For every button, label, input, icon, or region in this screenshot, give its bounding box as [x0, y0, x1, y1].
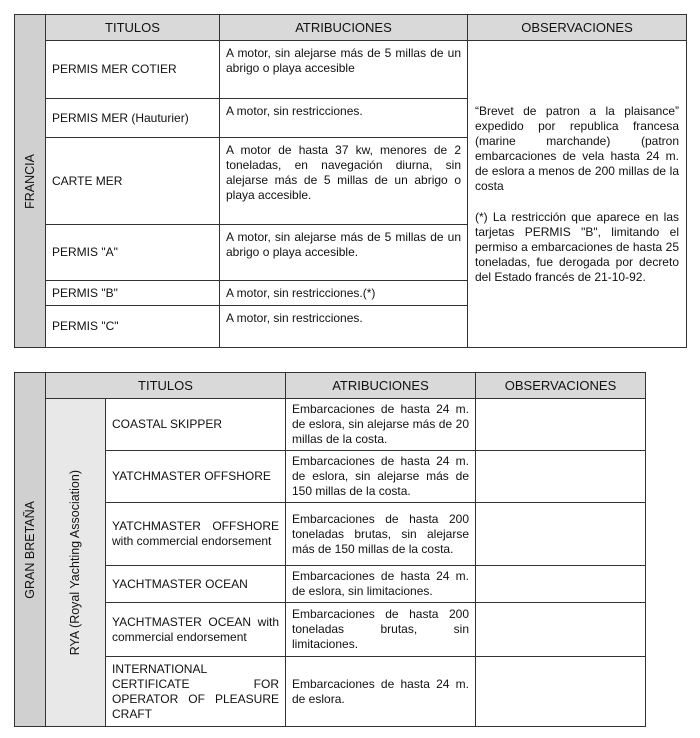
- francia-table: [14, 14, 687, 348]
- table-row: [15, 503, 646, 566]
- francia-country-cell: [15, 15, 46, 348]
- atribucion-cell: A motor, sin alejarse más de 5 millas de un abrigo o playa accesible: [220, 41, 468, 99]
- atribucion-cell: Embarcaciones de hasta 24 m. de eslora, sin alejarse más de 150 millas de la costa.: [286, 451, 476, 503]
- titulo-cell: COASTAL SKIPPER: [106, 399, 286, 451]
- observacion-cell: [476, 451, 646, 503]
- gb-organization-label: RYA (Royal Yachting Association): [68, 469, 82, 656]
- titulo-cell: YATCHMASTER OFFSHORE: [106, 451, 286, 503]
- observacion-cell: [476, 657, 646, 727]
- atribucion-cell: Embarcaciones de hasta 200 toneladas brutas, sin alejarse más de 150 millas de la costa.: [286, 503, 476, 566]
- francia-header-observaciones: OBSERVACIONES: [468, 15, 687, 41]
- gb-header-titulos: TITULOS: [46, 373, 286, 399]
- gb-country-label: GRAN BRETAÑA: [22, 500, 37, 599]
- titulo-cell: YATCHMASTER OFFSHORE with commercial endorsement: [106, 503, 286, 566]
- observacion-cell: [476, 399, 646, 451]
- observacion-cell: [476, 503, 646, 566]
- table-row: [15, 451, 646, 503]
- titulo-cell: PERMIS MER (Hauturier): [46, 99, 220, 138]
- observacion-brevet: “Brevet de patron a la plaisance” expedido por republica francesa (marine marchande) (patron embarcaciones de vela hasta 24 m. de eslora a menos de 200 millas de la costa: [475, 103, 679, 193]
- atribucion-cell: Embarcaciones de hasta 24 m. de eslora, sin limitaciones.: [286, 566, 476, 603]
- titulo-cell: PERMIS "B": [46, 281, 220, 306]
- atribucion-cell: A motor, sin restricciones.(*): [220, 281, 468, 306]
- titulo-cell: PERMIS "A": [46, 225, 220, 281]
- atribucion-cell: A motor de hasta 37 kw, menores de 2 toneladas, en navegación diurna, sin alejarse más de 5 millas de un abrigo o playa accesible.: [220, 138, 468, 225]
- atribucion-cell: Embarcaciones de hasta 200 toneladas brutas, sin limitaciones.: [286, 603, 476, 657]
- titulo-cell: CARTE MER: [46, 138, 220, 225]
- atribucion-cell: A motor, sin restricciones.: [220, 306, 468, 348]
- atribucion-cell: Embarcaciones de hasta 24 m. de eslora, sin alejarse más de 20 millas de la costa.: [286, 399, 476, 451]
- gb-organization-cell: [46, 399, 106, 727]
- titulo-cell: PERMIS MER COTIER: [46, 41, 220, 99]
- gran-bretana-table: [14, 372, 646, 727]
- gb-header-row: [15, 373, 646, 399]
- gb-country-cell: [15, 373, 46, 727]
- atribucion-cell: A motor, sin alejarse más de 5 millas de un abrigo o playa accesible.: [220, 225, 468, 281]
- francia-observaciones-cell: [468, 41, 687, 348]
- atribucion-cell: A motor, sin restricciones.: [220, 99, 468, 138]
- atribucion-cell: Embarcaciones de hasta 24 m. de eslora.: [286, 657, 476, 727]
- francia-header-titulos: TITULOS: [46, 15, 220, 41]
- observacion-permis-b: (*) La restricción que aparece en las tarjetas PERMIS "B", limitando el permiso a embarcaciones de hasta 25 toneladas, fue derogada por decreto del Estado francés de 21-10-92.: [475, 209, 679, 284]
- table-row: [15, 41, 687, 99]
- gb-header-atribuciones: ATRIBUCIONES: [286, 373, 476, 399]
- francia-header-atribuciones: ATRIBUCIONES: [220, 15, 468, 41]
- table-row: [15, 399, 646, 451]
- gb-header-observaciones: OBSERVACIONES: [476, 373, 646, 399]
- table-row: [15, 657, 646, 727]
- observacion-cell: [476, 603, 646, 657]
- observacion-cell: [476, 566, 646, 603]
- francia-header-row: [15, 15, 687, 41]
- titulo-cell: YACHTMASTER OCEAN: [106, 566, 286, 603]
- table-row: [15, 566, 646, 603]
- francia-country-label: FRANCIA: [22, 153, 37, 209]
- table-row: [15, 603, 646, 657]
- titulo-cell: INTERNATIONAL CERTIFICATE FOR OPERATOR OF PLEASURE CRAFT: [106, 657, 286, 727]
- titulo-cell: PERMIS "C": [46, 306, 220, 348]
- titulo-cell: YACHTMASTER OCEAN with commercial endorsement: [106, 603, 286, 657]
